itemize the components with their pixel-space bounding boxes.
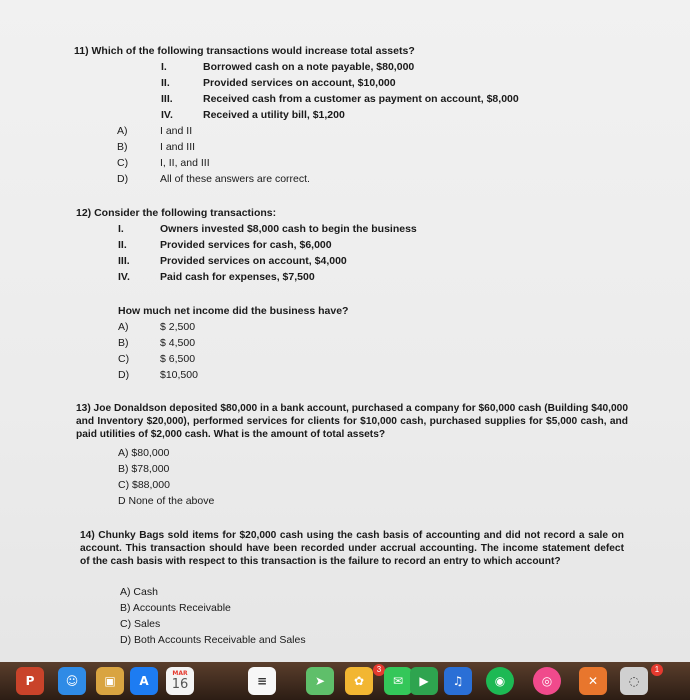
q14-option: B) Accounts Receivable [120, 602, 231, 614]
q12-option-text: $ 6,500 [160, 353, 196, 365]
photos-icon[interactable]: ✿ [345, 667, 373, 695]
messages-icon[interactable]: ✉ [384, 667, 412, 695]
q11-option-letter: C) [117, 157, 129, 169]
q14-option: A) Cash [120, 586, 158, 598]
q11-item-text: Provided services on account, $10,000 [203, 77, 396, 89]
question-12-text: 12) Consider the following transactions: [76, 207, 277, 219]
powerpoint-icon[interactable]: P [16, 667, 44, 695]
q12-option-text: $10,500 [160, 369, 198, 381]
dock [0, 662, 690, 700]
q11-option-letter: D) [117, 173, 129, 185]
question-11-text: 11) Which of the following transactions would increase total assets? [74, 45, 415, 57]
q13-option: B) $78,000 [118, 463, 170, 475]
q11-item-text: Borrowed cash on a note payable, $80,000 [203, 61, 415, 73]
itunes-icon[interactable]: ◎ [533, 667, 561, 695]
q11-option-text: I, II, and III [160, 157, 210, 169]
q12-option-letter: C) [118, 353, 130, 365]
q12-item-num: IV. [118, 271, 130, 283]
q12-item-text: Owners invested $8,000 cash to begin the business [160, 223, 417, 235]
preview-icon[interactable]: ▣ [96, 667, 124, 695]
q11-item-num: I. [161, 61, 167, 73]
q12-option-letter: B) [118, 337, 129, 349]
q14-option: D) Both Accounts Receivable and Sales [120, 634, 306, 646]
facetime-icon[interactable]: ▶ [410, 667, 438, 695]
q12-item-num: I. [118, 223, 124, 235]
q11-item-num: III. [161, 93, 173, 105]
q11-item-text: Received cash from a customer as payment on account, $8,000 [203, 93, 519, 105]
q12-option-letter: D) [118, 369, 130, 381]
q11-option-letter: A) [117, 125, 128, 137]
notes-icon[interactable]: ≡ [248, 667, 276, 695]
q12-item-text: Provided services for cash, $6,000 [160, 239, 332, 251]
chrome-icon[interactable]: ◌ [620, 667, 648, 695]
q11-item-text: Received a utility bill, $1,200 [203, 109, 345, 121]
instruments-icon[interactable]: ✕ [579, 667, 607, 695]
q11-item-num: II. [161, 77, 170, 89]
q11-option-text: I and III [160, 141, 196, 153]
question-14-text: 14) Chunky Bags sold items for $20,000 cash using the cash basis of accounting and did not record a sale on account. This transaction should have been recorded under accrual accounting. The income statement defect of the cash basis with respect to this transaction is the failure to record an entry to which account? [80, 530, 624, 567]
q11-option-text: All of these answers are correct. [160, 173, 310, 185]
notification-badge: 3 [373, 664, 385, 676]
q12-subquestion: How much net income did the business have? [118, 305, 349, 317]
calendar-month: MAR [172, 670, 188, 677]
calendar-day: 16 [171, 677, 189, 692]
q14-option: C) Sales [120, 618, 161, 630]
q11-option-letter: B) [117, 141, 128, 153]
q12-option-text: $ 2,500 [160, 321, 196, 333]
maps-icon[interactable]: ➤ [306, 667, 334, 695]
question-13-text: 13) Joe Donaldson deposited $80,000 in a bank account, purchased a company for $60,000 cash (Building $40,000 and Inventory $20,000), performed services for clients for $10,000 cash, purchased supplies for $5,000 cash, and paid utilities of $2,000 cash. What is the amount of total assets? [76, 403, 629, 440]
q12-item-num: II. [118, 239, 127, 251]
q12-item-num: III. [118, 255, 130, 267]
calendar-icon[interactable] [166, 667, 194, 695]
q12-item-text: Provided services on account, $4,000 [160, 255, 347, 267]
spotify-icon[interactable]: ◉ [486, 667, 514, 695]
q12-item-text: Paid cash for expenses, $7,500 [160, 271, 315, 283]
app-store-icon[interactable]: A [130, 667, 158, 695]
q13-option: D None of the above [118, 495, 215, 507]
q13-option: C) $88,000 [118, 479, 170, 491]
q12-option-letter: A) [118, 321, 129, 333]
notification-badge: 1 [651, 664, 663, 676]
q11-item-num: IV. [161, 109, 173, 121]
q13-option: A) $80,000 [118, 447, 170, 459]
q11-option-text: I and II [160, 125, 193, 137]
music-icon[interactable]: ♫ [444, 667, 472, 695]
q12-option-text: $ 4,500 [160, 337, 196, 349]
finder-icon[interactable]: ☺ [58, 667, 86, 695]
